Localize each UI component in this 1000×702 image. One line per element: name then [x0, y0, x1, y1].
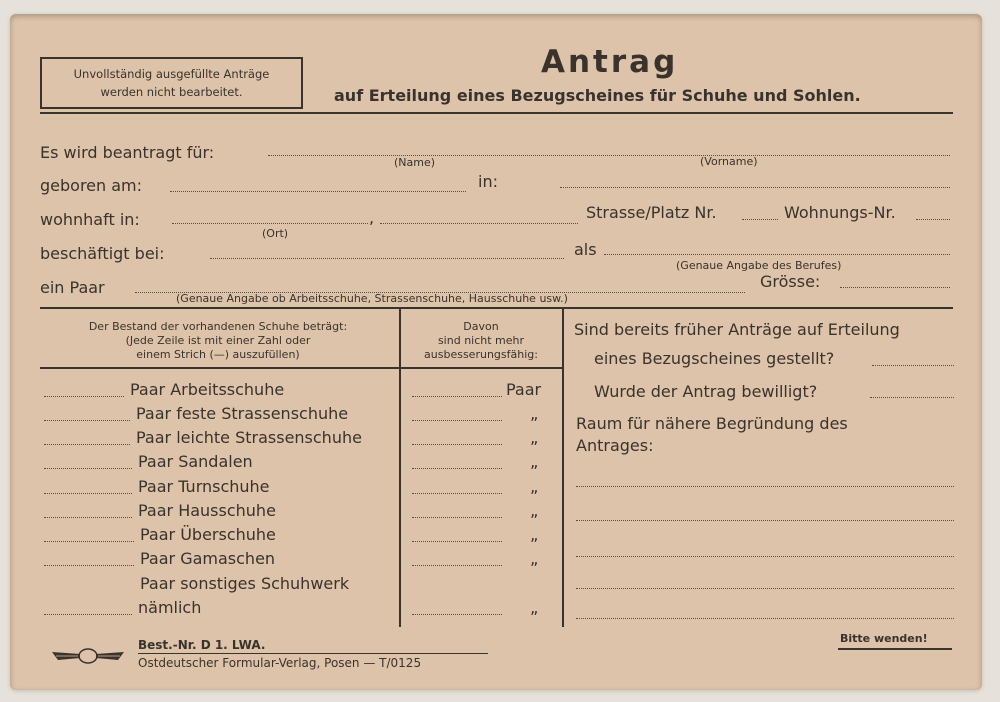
unit-mark: „: [530, 428, 539, 447]
begruendung-line-2[interactable]: [576, 520, 954, 521]
begruendung-line-5[interactable]: [576, 618, 954, 619]
shoe-count-line[interactable]: [44, 468, 132, 469]
shoe-count-line[interactable]: [44, 396, 124, 397]
question-1-line-2: eines Bezugscheines gestellt?: [594, 349, 835, 368]
wohnungs-label: Wohnungs-Nr.: [784, 203, 896, 222]
wing-logo-icon: [50, 646, 126, 666]
in-label: in:: [478, 172, 498, 191]
unit-mark: „: [530, 501, 539, 520]
irreparable-count-line[interactable]: [412, 541, 502, 542]
header-rule: [40, 112, 953, 114]
notice-line-1: Unvollständig ausgefüllte Anträge: [73, 67, 270, 81]
shoe-count-line[interactable]: [44, 565, 134, 566]
bitte-wenden-underline: [838, 648, 952, 650]
shoe-count-line[interactable]: [44, 517, 132, 518]
col2-header-line-3: ausbesserungsfähig:: [424, 348, 538, 361]
shoe-row-label: Paar Gamaschen: [140, 549, 276, 568]
col2-header: [401, 320, 561, 362]
unit-mark: „: [530, 549, 539, 568]
table-header-rule: [40, 367, 563, 369]
unit-mark: „: [530, 452, 539, 471]
col2-header-line-2: sind nicht mehr: [437, 334, 525, 347]
begruendung-line-1[interactable]: [576, 486, 954, 487]
table-divider-2: [562, 309, 564, 627]
ort-line[interactable]: [172, 223, 368, 224]
begruendung-label-1: Raum für nähere Begründung des: [576, 414, 848, 433]
col1-header-line-1: Der Bestand der vorhandenen Schuhe beträgt:: [88, 320, 348, 333]
begruendung-label-2: Antrages:: [576, 436, 654, 455]
strasse-label: Strasse/Platz Nr.: [586, 203, 717, 222]
irreparable-count-line[interactable]: [412, 444, 502, 445]
paar-label: ein Paar: [40, 278, 105, 297]
strasse-nr-line[interactable]: [742, 219, 778, 220]
shoe-row-label: Paar Arbeitsschuhe: [130, 380, 285, 399]
unit-mark: „: [530, 525, 539, 544]
arbeitgeber-line[interactable]: [210, 258, 564, 259]
strasse-line[interactable]: [380, 223, 578, 224]
col1-header-line-3: einem Strich (—) auszufüllen): [136, 348, 300, 361]
beruf-line[interactable]: [604, 254, 950, 255]
publisher: Ostdeutscher Formular-Verlag, Posen — T/0125: [138, 656, 422, 670]
wohnungs-nr-line[interactable]: [916, 219, 950, 220]
shoe-row-label: nämlich: [138, 598, 202, 617]
als-label: als: [574, 240, 597, 259]
shoe-row-label: Paar Hausschuhe: [138, 501, 276, 520]
groesse-line[interactable]: [840, 287, 950, 288]
beschaeftigt-label: beschäftigt bei:: [40, 244, 165, 263]
form-subtitle: auf Erteilung eines Bezugscheines für Schuhe und Sohlen.: [334, 86, 861, 105]
geboren-label: geboren am:: [40, 176, 143, 195]
irreparable-count-line[interactable]: [412, 420, 502, 421]
unit-mark: Paar: [506, 380, 542, 399]
shoe-count-line[interactable]: [44, 444, 130, 445]
notice-line-2: werden nicht bearbeitet.: [100, 85, 243, 99]
best-nr: Best.-Nr. D 1. LWA.: [138, 638, 266, 652]
unit-mark: „: [530, 404, 539, 423]
unit-mark: „: [530, 477, 539, 496]
publisher-logo: [50, 646, 126, 666]
shoe-row-label: Paar feste Strassenschuhe: [136, 404, 349, 423]
col1-header-line-2: (Jede Zeile ist mit einer Zahl oder: [125, 334, 311, 347]
irreparable-count-line[interactable]: [412, 565, 502, 566]
shoe-count-line[interactable]: [44, 614, 132, 615]
name-line[interactable]: [268, 155, 950, 156]
irreparable-count-line[interactable]: [412, 468, 502, 469]
col1-header: [40, 320, 396, 362]
col2-header-line-1: Davon: [463, 320, 499, 333]
begruendung-line-4[interactable]: [576, 588, 954, 589]
paar-hint: (Genaue Angabe ob Arbeitsschuhe, Strassenschuhe, Hausschuhe usw.): [176, 292, 568, 305]
begruendung-line-3[interactable]: [576, 556, 954, 557]
shoe-count-line[interactable]: [44, 493, 132, 494]
section-rule: [40, 307, 953, 309]
shoe-row-label: Paar sonstiges Schuhwerk: [140, 574, 350, 593]
ort-hint: (Ort): [262, 227, 289, 240]
shoe-row-label: Paar Überschuhe: [140, 525, 276, 544]
shoe-row-label: Paar Turnschuhe: [138, 477, 270, 496]
irreparable-count-line[interactable]: [412, 493, 502, 494]
geboren-line[interactable]: [170, 191, 466, 192]
shoe-row-label: Paar leichte Strassenschuhe: [136, 428, 362, 447]
incomplete-notice-box: [40, 57, 303, 109]
question-1-line-1: Sind bereits früher Anträge auf Erteilung: [574, 320, 900, 339]
shoe-row-label: Paar Sandalen: [138, 452, 253, 471]
irreparable-count-line[interactable]: [412, 614, 502, 615]
irreparable-count-line[interactable]: [412, 517, 502, 518]
shoe-count-line[interactable]: [44, 420, 130, 421]
beruf-hint: (Genaue Angabe des Berufes): [676, 259, 842, 272]
comma: ,: [369, 208, 375, 227]
footer-rule: [138, 653, 488, 654]
form-title: Antrag: [541, 44, 679, 80]
groesse-label: Grösse:: [760, 272, 821, 291]
question-2-answer-line[interactable]: [870, 397, 954, 398]
beantragt-label: Es wird beantragt für:: [40, 143, 215, 162]
geburtsort-line[interactable]: [560, 187, 950, 188]
shoe-count-line[interactable]: [44, 541, 134, 542]
question-2: Wurde der Antrag bewilligt?: [594, 382, 818, 401]
name-hint: (Name): [394, 156, 436, 169]
unit-mark: „: [530, 598, 539, 617]
irreparable-count-line[interactable]: [412, 396, 502, 397]
question-1-answer-line[interactable]: [872, 365, 954, 366]
bitte-wenden: Bitte wenden!: [840, 632, 928, 645]
vorname-hint: (Vorname): [700, 155, 758, 168]
wohnhaft-label: wohnhaft in:: [40, 210, 140, 229]
